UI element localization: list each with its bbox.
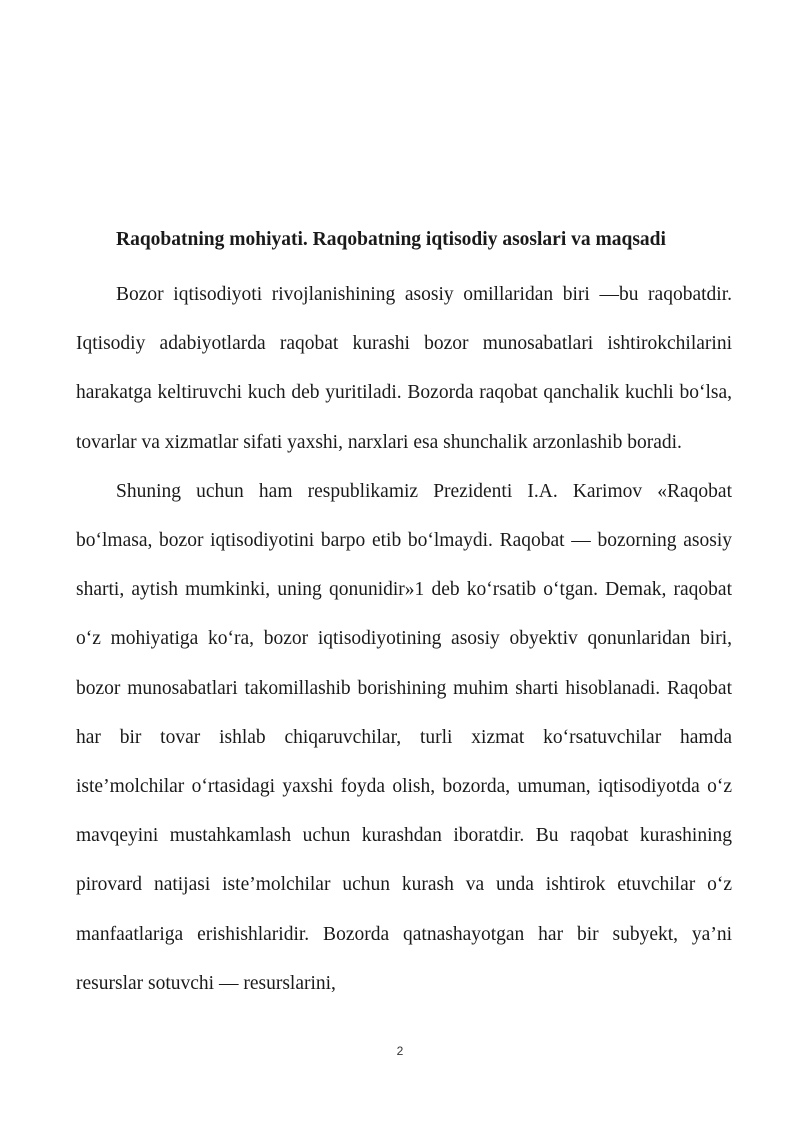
paragraph-2: Shuning uchun ham respublikamiz Prezidenti I.A. Karimov «Raqobat bo‘lmasa, bozor iqtisodiyotini barpo etib bo‘lmaydi. Raqobat — bozorning asosiy sharti, aytish mumkinki, uning qonunidir»1 deb ko‘rsatib o‘tgan. Demak, raqobat o‘z mohiyatiga ko‘ra, bozor iqtisodiyotining asosiy obyektiv qonunlaridan biri, bozor munosabatlari takomillashib borishining muhim sharti hisoblanadi. Raqobat har bir tovar ishlab chiqaruvchilar, turli xizmat ko‘rsatuvchilar hamda iste’molchilar o‘rtasidagi yaxshi foyda olish, bozorda, umuman, iqtisodiyotda o‘z mavqeyini mustahkamlash uchun kurashdan iboratdir. Bu raqobat kurashining pirovard natijasi iste’molchilar uchun kurash va unda ishtirok etuvchilar o‘z manfaatlariga erishishlaridir. Bozorda qatnashayotgan har bir subyekt, ya’ni resurslar sotuvchi — resurslarini, bbox=[76, 480, 732, 994]
section-heading: Raqobatning mohiyati. Raqobatning iqtisodiy asoslari va maqsadi bbox=[116, 229, 666, 250]
page-number: 2 bbox=[396, 1044, 404, 1058]
paragraph-1: Bozor iqtisodiyoti rivojlanishining asosiy omillaridan biri —bu raqobatdir. Iqtisodiy adabiyotlarda raqobat kurashi bozor munosabatlari ishtirokchilarini harakatga keltiruvchi kuch deb yuritiladi. Bozorda raqobat qanchalik kuchli bo‘lsa, tovarlar va xizmatlar sifati yaxshi, narxlari esa shunchalik arzonlashib boradi. bbox=[76, 284, 732, 453]
document-body bbox=[76, 270, 732, 1008]
